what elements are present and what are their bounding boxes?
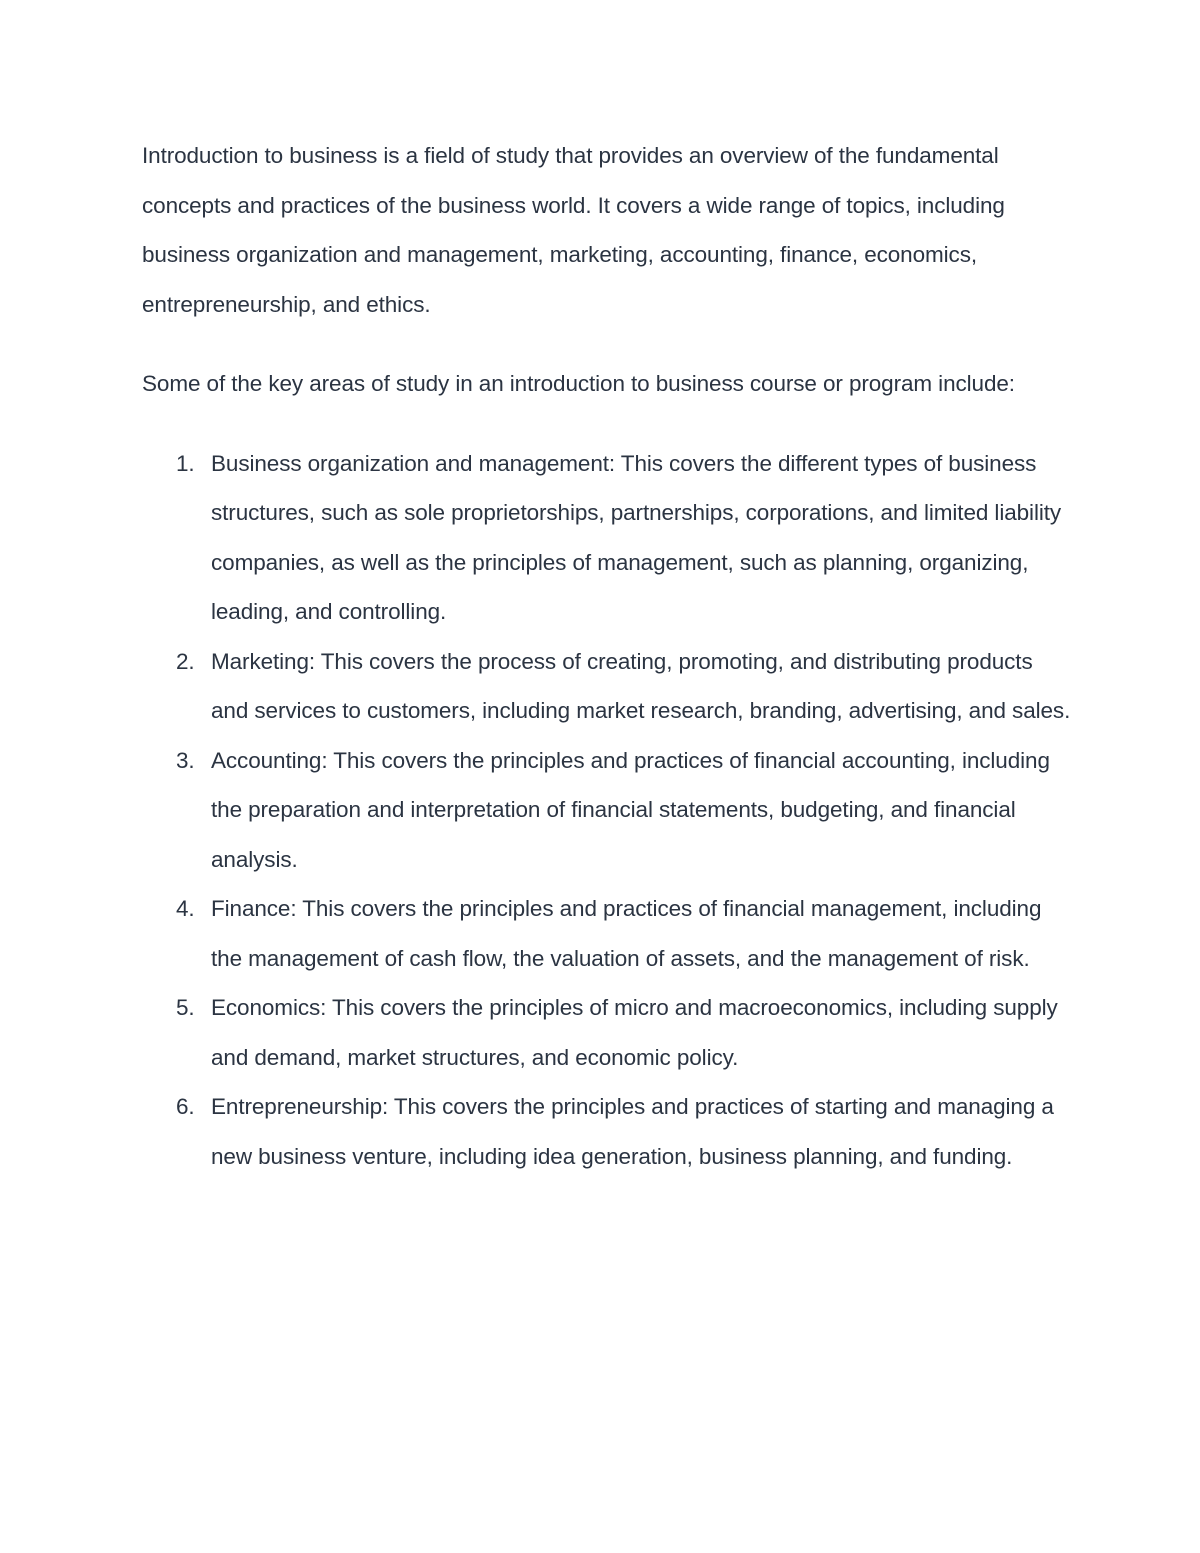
key-areas-paragraph: Some of the key areas of study in an introduction to business course or program include: (142, 371, 1015, 396)
list-item (142, 736, 1072, 885)
list-item (142, 439, 1072, 637)
list-item-text: Marketing: This covers the process of creating, promoting, and distributing products and services to customers, including market research, branding, advertising, and sales. (211, 648, 1071, 723)
list-item-text: Entrepreneurship: This covers the principles and practices of starting and managing a new business venture, including idea generation, business planning, and funding. (211, 1094, 1054, 1169)
list-item (142, 637, 1072, 736)
list-item-text: Business organization and management: This covers the different types of business structures, such as sole proprietorships, partnerships, corporations, and limited liability companies, as well as the principles of management, such as planning, organizing, leading, and controlling. (211, 450, 1062, 624)
intro-paragraph: Introduction to business is a field of study that provides an overview of the fundamental concepts and practices of the business world. It covers a wide range of topics, including business organization and management, marketing, accounting, finance, economics, entrepreneurship, and ethics. (142, 143, 1005, 317)
list-item-number: 4. (176, 896, 195, 921)
list-item-number: 2. (176, 648, 195, 674)
list-item-number: 6. (176, 1094, 195, 1119)
list-item-text: Accounting: This covers the principles and practices of financial accounting, including the preparation and interpretation of financial statements, budgeting, and financial analysis. (211, 747, 1050, 872)
list-item-text: Economics: This covers the principles of micro and macroeconomics, including supply and demand, market structures, and economic policy. (211, 995, 1058, 1070)
list-item-number: 1. (176, 450, 195, 476)
key-areas-list (142, 439, 1072, 1182)
list-item-text: Finance: This covers the principles and practices of financial management, including the management of cash flow, the valuation of assets, and the management of risk. (211, 896, 1042, 971)
list-item-number: 3. (176, 747, 195, 773)
list-item (142, 983, 1072, 1082)
list-item (142, 884, 1072, 983)
list-item-number: 5. (176, 995, 195, 1020)
list-item (142, 1082, 1072, 1181)
document-body (142, 131, 1072, 1181)
